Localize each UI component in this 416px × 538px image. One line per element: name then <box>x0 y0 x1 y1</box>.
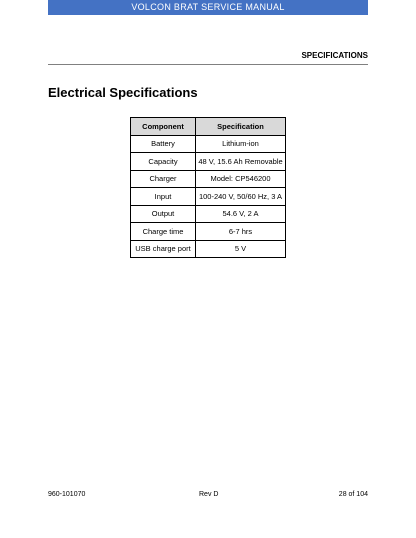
table-row <box>131 188 286 206</box>
electrical-specifications-table <box>130 117 286 258</box>
page-number: 28 of 104 <box>338 491 368 498</box>
column-header-specification: Specification <box>196 118 286 136</box>
table-row <box>131 223 286 241</box>
specification-cell: 48 V, 15.6 Ah Removable <box>196 153 286 171</box>
column-header-component: Component <box>131 118 196 136</box>
component-cell: Output <box>131 205 196 223</box>
specification-cell: 6-7 hrs <box>196 223 286 241</box>
specification-cell: 54.6 V, 2 A <box>196 205 286 223</box>
page-title: Electrical Specifications <box>48 85 198 100</box>
manual-title-banner: VOLCON BRAT SERVICE MANUAL <box>48 0 368 15</box>
header-divider <box>48 64 368 65</box>
table-row <box>131 170 286 188</box>
revision-label: Rev D <box>199 491 219 498</box>
specification-cell: Model: CP546200 <box>196 170 286 188</box>
component-cell: Capacity <box>131 153 196 171</box>
table-row <box>131 240 286 258</box>
section-header: SPECIFICATIONS <box>301 51 368 60</box>
component-cell: Charger <box>131 170 196 188</box>
component-cell: USB charge port <box>131 240 196 258</box>
specification-cell: 5 V <box>196 240 286 258</box>
specification-cell: Lithium-ion <box>196 135 286 153</box>
table-row <box>131 153 286 171</box>
table-row <box>131 205 286 223</box>
component-cell: Charge time <box>131 223 196 241</box>
component-cell: Input <box>131 188 196 206</box>
component-cell: Battery <box>131 135 196 153</box>
table-row <box>131 135 286 153</box>
document-number: 960-101070 <box>48 491 86 498</box>
table-header-row <box>131 118 286 136</box>
specification-cell: 100-240 V, 50/60 Hz, 3 A <box>196 188 286 206</box>
